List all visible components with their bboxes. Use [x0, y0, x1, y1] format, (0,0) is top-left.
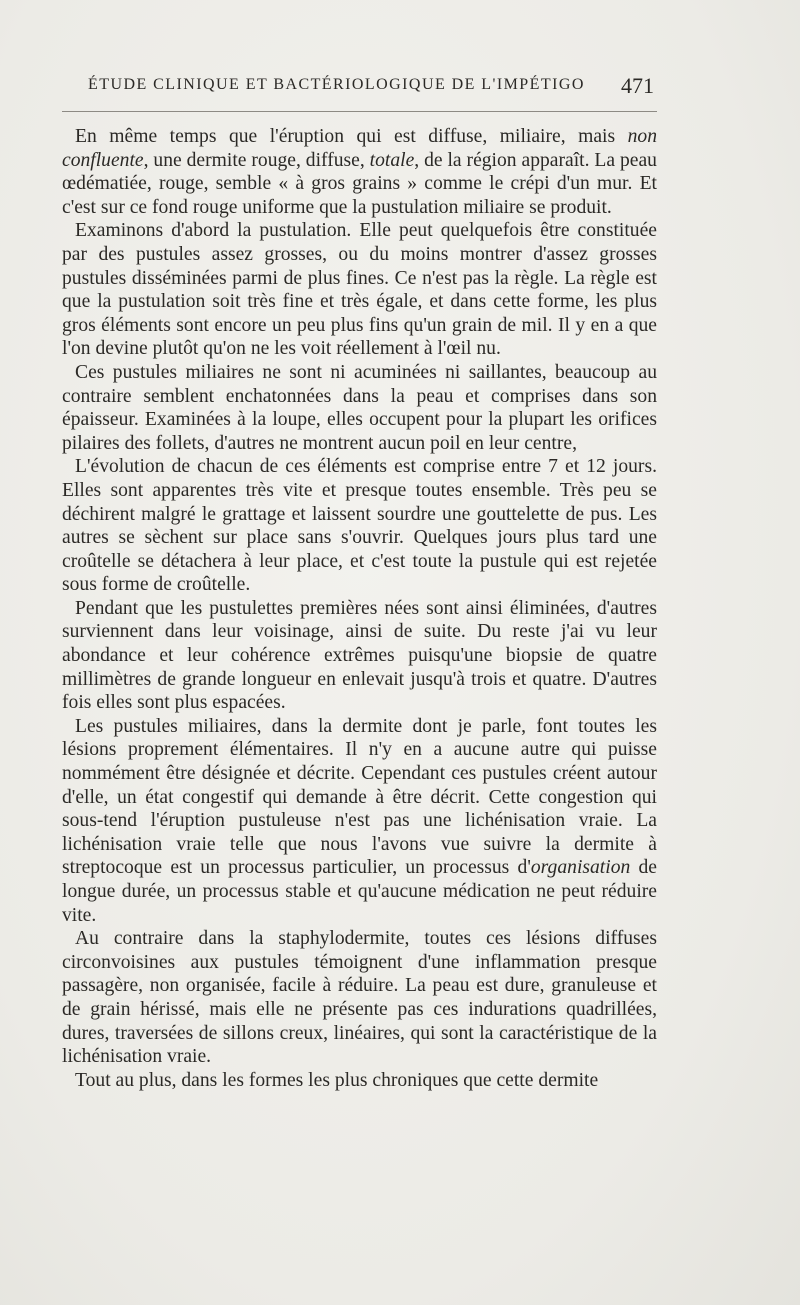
paragraph-4: L'évolution de chacun de ces éléments est comprise entre 7 et 12 jours. Elles sont apparentes très vite et presque toutes ensemble. Très peu se déchirent malgré le grattage et laissent sourdre une gouttelette de pus. Les autres se sèchent sur place sans s'ouvrir. Quelques jours plus tard une croûtelle se détachera à leur place, et c'est toute la pustule qui est rejetée sous forme de croûtelle.: [62, 456, 657, 596]
emphasis-organisation: organisation: [530, 857, 631, 879]
paragraph-1: En même temps que l'éruption qui est diffuse, miliaire, mais non confluente, une dermite rouge, diffuse, totale, de la région apparaît. La peau œdématiée, rouge, semble « à gros grains » comme le crépi d'un mur. Et c'est sur ce fond rouge uniforme que la pustulation miliaire se produit.: [62, 126, 657, 218]
running-head-title: ÉTUDE CLINIQUE ET BACTÉRIOLOGIQUE DE L'IMPÉTIGO: [88, 76, 585, 93]
paragraph-2: Examinons d'abord la pustulation. Elle peut quelquefois être constituée par des pustules assez grosses, ou du moins montrer d'assez grosses pustules disséminées parmi de plus fines. Ce n'est pas la règle. La règle est que la pustulation soit très fine et très égale, et dans cette forme, les plus gros éléments sont encore un peu plus fins qu'un grain de mil. Il y en a que l'on devine plutôt qu'on ne les voit réellement à l'œil nu.: [62, 220, 657, 360]
header-rule: [62, 111, 657, 112]
emphasis-totale: totale: [369, 149, 415, 171]
emphasis-non-confluente: non confluente: [62, 126, 657, 171]
page-number: 471: [621, 73, 654, 98]
running-head: [88, 73, 656, 100]
paragraph-7: Au contraire dans la staphylodermite, toutes ces lésions diffuses circonvoisines aux pustules témoignent d'une inflammation presque passagère, non organisée, facile à réduire. La peau est dure, granuleuse et de grain hérissé, mais elle ne présente pas ces indurations quadrillées, dures, traversées de sillons creux, linéaires, qui sont la caractéristique de la lichénisation vraie.: [62, 928, 657, 1068]
paragraph-5: Pendant que les pustulettes premières nées sont ainsi éliminées, d'autres surviennent dans leur voisinage, ainsi de suite. Du reste j'ai vu leur abondance et leur cohérence extrêmes puisqu'une biopsie de quatre millimètres de grande longueur en enlevait jusqu'à trois et quatre. D'autres fois elles sont plus espacées.: [62, 597, 657, 714]
body-text: [62, 125, 657, 1092]
paragraph-8: Tout au plus, dans les formes les plus chroniques que cette dermite: [75, 1069, 599, 1091]
paragraph-3: Ces pustules miliaires ne sont ni acuminées ni saillantes, beaucoup au contraire semblent enchatonnées dans la peau et comprises dans son épaisseur. Examinées à la loupe, elles occupent pour la plupart les orifices pilaires des follets, d'autres ne montrent aucun poil en leur centre,: [62, 361, 657, 454]
paragraph-6: Les pustules miliaires, dans la dermite dont je parle, font toutes les lésions proprement élémentaires. Il n'y en a aucune autre qui puisse nommément être désignée et décrite. Cependant ces pustules créent autour d'elle, un état congestif qui demande à être décrit. Cette congestion qui sous-tend l'éruption pustuleuse n'est pas une lichénisation vraie. La lichénisation vraie telle que nous l'avons vue suivre la dermite à streptocoque est un processus particulier, un processus d'organisation de longue durée, un processus stable et qu'aucune médication ne peut réduire vite.: [62, 715, 657, 926]
